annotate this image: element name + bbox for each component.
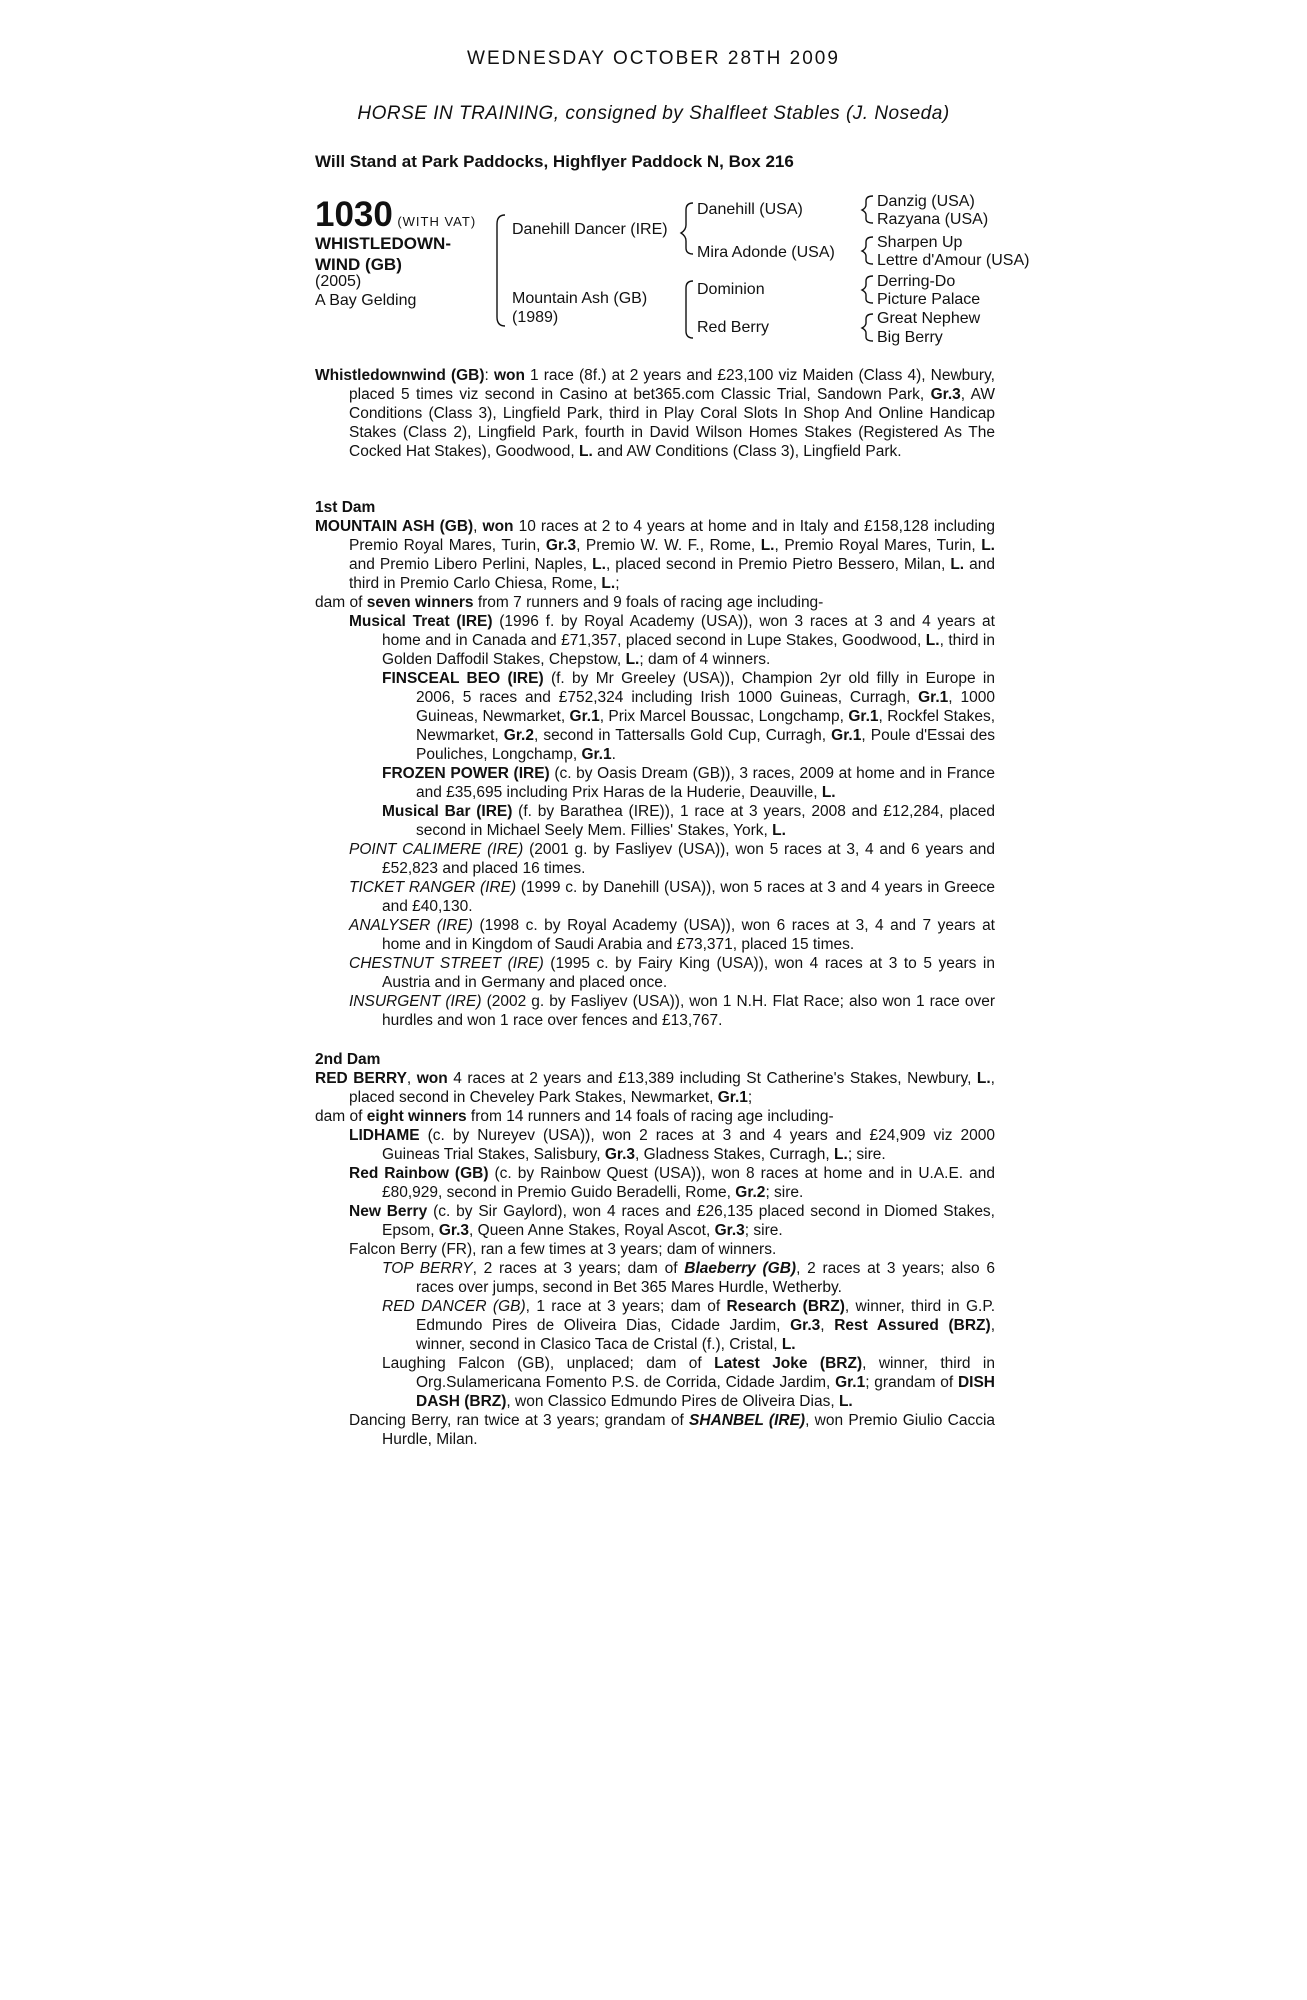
pedigree-sire-dam: Mira Adonde (USA) [697, 244, 835, 261]
second-dam-section [315, 1050, 995, 1449]
racing-record-paragraph: Whistledownwind (GB): won 1 race (8f.) at 2 years and £23,100 viz Maiden (Class 4), Newbury, placed 5 times viz second in Casino at bet365.com Classic Trial, Sandown Park, Gr.3, AW Conditions (Class 3), Lingfield Park, third in Play Coral Slots In Shop And Online Handicap Stakes (Class 2), Lingfield Park, fourth in David Wilson Homes Stakes (Registered As The Cocked Hat Stakes), Goodwood, L. and AW Conditions (Class 3), Lingfield Park. [315, 367, 995, 460]
produce-lidhame: LIDHAME (c. by Nureyev (USA)), won 2 races at 3 and 4 years and £24,909 viz 2000 Guineas Trial Stakes, Salisbury, Gr.3, Gladness Stakes, Curragh, L.; sire. [349, 1127, 995, 1163]
consignment-line: HORSE IN TRAINING, consigned by Shalfleet Stables (J. Noseda) [357, 103, 950, 124]
pedigree-dam-dam: Red Berry [697, 319, 770, 336]
produce-new-berry: New Berry (c. by Sir Gaylord), won 4 races and £26,135 placed second in Diomed Stakes, Epsom, Gr.3, Queen Anne Stakes, Royal Ascot, Gr.3; sire. [349, 1203, 995, 1239]
horse-name-line-1: WHISTLEDOWN- [315, 234, 451, 253]
pedigree-g2: Razyana (USA) [877, 211, 989, 228]
pedigree-g5: Derring-Do [877, 273, 956, 290]
produce-chestnut-street: CHESTNUT STREET (IRE) (1995 c. by Fairy King (USA)), won 4 races at 3 to 5 years in Austria and in Germany and placed once. [349, 955, 995, 991]
g-bracket-4 [862, 314, 873, 341]
produce-finsceal-beo: FINSCEAL BEO (IRE) (f. by Mr Greeley (USA)), Champion 2yr old filly in Europe in 2006, 5 races and £752,324 including Irish 1000 Guineas, Curragh, Gr.1, 1000 Guineas, Newmarket, Gr.1, Prix Marcel Boussac, Longchamp, Gr.1, Rockfel Stakes, Newmarket, Gr.2, second in Tattersalls Gold Cup, Curragh, Gr.1, Poule d'Essai des Pouliches, Longchamp, Gr.1. [382, 670, 996, 763]
horse-info [315, 272, 416, 310]
pedigree-g7: Great Nephew [877, 310, 981, 327]
produce-point-calimere: POINT CALIMERE (IRE) (2001 g. by Fasliyev (USA)), won 5 races at 3, 4 and 6 years and £52,823 and placed 16 times. [349, 841, 995, 877]
horse-name [315, 233, 485, 275]
second-dam-produce-summary: dam of eight winners from 14 runners and 14 foals of racing age including- [315, 1108, 834, 1125]
first-dam-record: MOUNTAIN ASH (GB), won 10 races at 2 to 4 years at home and in Italy and £158,128 including Premio Royal Mares, Turin, Gr.3, Premio W. W. F., Rome, L., Premio Royal Mares, Turin, L. and Premio Libero Perlini, Naples, L., placed second in Premio Pietro Bessero, Milan, L. and third in Premio Carlo Chiesa, Rome, L.; [315, 518, 996, 592]
dam-parents-bracket [686, 281, 693, 338]
vat-note: (WITH VAT) [397, 214, 477, 229]
pedigree-g3: Sharpen Up [877, 234, 963, 251]
stand-location: Will Stand at Park Paddocks, Highflyer Paddock N, Box 216 [315, 152, 794, 171]
sire-dam-bracket [497, 215, 505, 326]
second-dam-record: RED BERRY, won 4 races at 2 years and £13,389 including St Catherine's Stakes, Newbury, L., placed second in Cheveley Park Stakes, Newmarket, Gr.1; [315, 1070, 995, 1106]
first-dam-heading: 1st Dam [315, 499, 376, 516]
produce-falcon-berry: Falcon Berry (FR), ran a few times at 3 years; dam of winners. [349, 1241, 777, 1258]
pedigree-dam: Mountain Ash (GB) [512, 290, 648, 307]
pedigree-dam-sire: Dominion [697, 281, 765, 298]
pedigree-sire-sire: Danehill (USA) [697, 201, 803, 218]
produce-frozen-power: FROZEN POWER (IRE) (c. by Oasis Dream (GB)), 3 races, 2009 at home and in France and £35,695 including Prix Haras de la Huderie, Deauville, L. [382, 765, 995, 801]
horse-name-line-2: WIND (GB) [315, 255, 402, 274]
produce-analyser: ANALYSER (IRE) (1998 c. by Royal Academy (USA)), won 6 races at 3, 4 and 7 years at home and in Kingdom of Saudi Arabia and £73,371, placed 15 times. [349, 917, 995, 953]
produce-laughing-falcon: Laughing Falcon (GB), unplaced; dam of Latest Joke (BRZ), winner, third in Org.Sulamericana Fomento P.S. de Corrida, Cidade Jardim, Gr.1; grandam of DISH DASH (BRZ), won Classico Edmundo Pires de Oliveira Dias, L. [382, 1355, 995, 1410]
produce-musical-bar: Musical Bar (IRE) (f. by Barathea (IRE)), 1 race at 3 years, 2008 and £12,284, placed second in Michael Seely Mem. Fillies' Stakes, York, L. [382, 803, 995, 839]
racing-record [315, 366, 995, 461]
pedigree-g8: Big Berry [877, 329, 943, 346]
sale-date: WEDNESDAY OCTOBER 28TH 2009 [467, 48, 840, 69]
produce-dancing-berry: Dancing Berry, ran twice at 3 years; grandam of SHANBEL (IRE), won Premio Giulio Caccia Hurdle, Milan. [349, 1412, 996, 1448]
produce-red-rainbow: Red Rainbow (GB) (c. by Rainbow Quest (USA)), won 8 races at home and in U.A.E. and £80,929, second in Premio Guido Beradelli, Rome, Gr.2; sire. [349, 1165, 995, 1201]
horse-description: A Bay Gelding [315, 292, 417, 309]
produce-top-berry: TOP BERRY, 2 races at 3 years; dam of Blaeberry (GB), 2 races at 3 years; also 6 races over jumps, second in Bet 365 Mares Hurdle, Wetherby. [382, 1260, 995, 1296]
lot-number-line [315, 195, 476, 235]
g-bracket-1 [862, 196, 873, 223]
produce-insurgent: INSURGENT (IRE) (2002 g. by Fasliyev (USA)), won 1 N.H. Flat Race; also won 1 race over hurdles and won 1 race over fences and £13,767. [349, 993, 996, 1029]
pedigree-g1: Danzig (USA) [877, 193, 975, 210]
produce-musical-treat: Musical Treat (IRE) (1996 f. by Royal Academy (USA)), won 3 races at 3 and 4 years at home and in Canada and £71,357, placed second in Lupe Stakes, Goodwood, L., third in Golden Daffodil Stakes, Chepstow, L.; dam of 4 winners. [349, 613, 995, 668]
first-dam-produce-summary: dam of seven winners from 7 runners and 9 foals of racing age including- [315, 594, 824, 611]
produce-ticket-ranger: TICKET RANGER (IRE) (1999 c. by Danehill (USA)), won 5 races at 3 and 4 years in Greece and £40,130. [349, 879, 995, 915]
g-bracket-3 [862, 276, 873, 303]
first-dam-section [315, 498, 995, 1030]
sire-parents-bracket [681, 203, 693, 254]
pedigree-dam-year: (1989) [512, 309, 559, 326]
pedigree-g6: Picture Palace [877, 291, 981, 308]
pedigree-sire: Danehill Dancer (IRE) [512, 221, 668, 238]
foaling-year: (2005) [315, 273, 362, 290]
g-bracket-2 [862, 237, 873, 264]
horse-name-ref: Whistledownwind (GB) [315, 367, 485, 384]
produce-red-dancer: RED DANCER (GB), 1 race at 3 years; dam of Research (BRZ), winner, third in G.P. Edmundo Pires de Oliveira Dias, Cidade Jardim, Gr.3, Rest Assured (BRZ), winner, second in Clasico Taca de Cristal (f.), Cristal, L. [382, 1298, 995, 1353]
pedigree-g4: Lettre d'Amour (USA) [877, 252, 1030, 269]
lot-number: 1030 [315, 195, 393, 234]
second-dam-heading: 2nd Dam [315, 1051, 381, 1068]
